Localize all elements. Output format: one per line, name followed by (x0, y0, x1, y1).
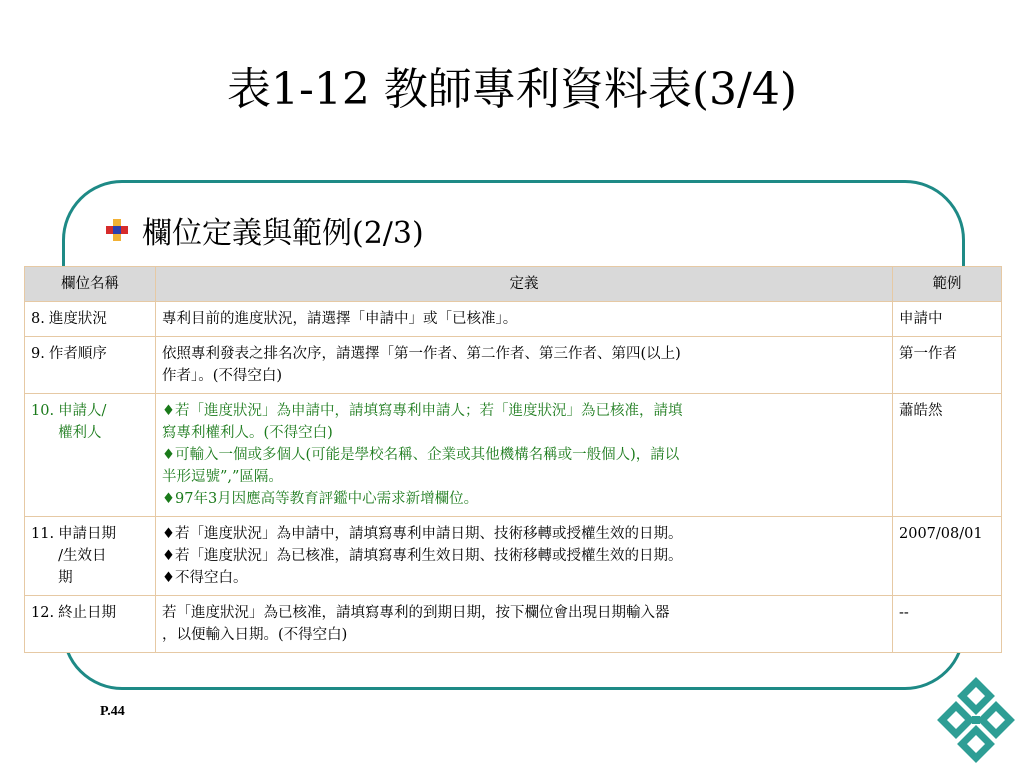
definition-line: ，以便輸入日期。(不得空白) (162, 627, 348, 643)
field-name: 進度狀況 (48, 311, 107, 327)
definition-line: ♦97年3月因應高等教育評鑑中心需求新增欄位。 (162, 491, 479, 507)
definition-line: 作者」。(不得空白) (162, 368, 283, 384)
example-cell: 申請中 (893, 302, 1002, 337)
section-heading-label: 欄位定義與範例(2/3) (142, 216, 424, 251)
page-number: P.44 (100, 704, 125, 719)
section-heading (104, 208, 424, 252)
definition-line: 依照專利發表之排名次序，請選擇「第一作者、第二作者、第三作者、第四(以上) (162, 346, 681, 362)
field-name: 權利人 (58, 425, 102, 441)
field-number: 10. (31, 403, 55, 419)
example-cell: 第一作者 (893, 337, 1002, 394)
field-number: 8. (31, 311, 45, 327)
definition-cell (156, 337, 893, 394)
table-row (25, 517, 1002, 596)
header-field-name: 欄位名稱 (25, 267, 156, 302)
field-name-cell (25, 517, 156, 596)
field-name: 申請日期 (58, 526, 117, 542)
field-name-cell (25, 337, 156, 394)
field-name: 申請人/ (58, 403, 107, 419)
table-row-highlighted (25, 394, 1002, 517)
table-row (25, 596, 1002, 653)
definition-line: 寫專利權利人。(不得空白) (162, 425, 333, 441)
field-number: 12. (31, 605, 55, 621)
field-number: 9. (31, 346, 45, 362)
example-cell: 2007/08/01 (893, 517, 1002, 596)
bullet-icon (104, 217, 130, 243)
field-name-cell (25, 394, 156, 517)
definition-line: ♦若「進度狀況」為申請中，請填寫專利申請日期、技術移轉或授權生效的日期。 (162, 526, 683, 542)
table-header-row (25, 267, 1002, 302)
field-name-cell (25, 302, 156, 337)
definition-cell (156, 517, 893, 596)
definition-cell (156, 394, 893, 517)
field-number: 11. (31, 526, 55, 542)
definition-line: 若「進度狀況」為已核准，請填寫專利的到期日期，按下欄位會出現日期輸入器 (162, 605, 670, 621)
definition-line: 半形逗號”,”區隔。 (162, 469, 283, 485)
table-row (25, 302, 1002, 337)
definition-line: ♦可輸入一個或多個人(可能是學校名稱、企業或其他機構名稱或一般個人)，請以 (162, 447, 680, 463)
definition-line: ♦若「進度狀況」為已核准，請填寫專利生效日期、技術移轉或授權生效的日期。 (162, 548, 683, 564)
slide-title: 表1-12 教師專利資料表(3/4) (227, 64, 797, 115)
field-name: 終止日期 (58, 605, 117, 621)
header-example: 範例 (893, 267, 1002, 302)
field-name-cell (25, 596, 156, 653)
header-definition: 定義 (156, 267, 893, 302)
snowflake-logo-icon (928, 672, 1024, 768)
definition-cell (156, 596, 893, 653)
field-name: /生效日 (58, 548, 107, 564)
definition-line: ♦若「進度狀況」為申請中，請填寫專利申請人；若「進度狀況」為已核准，請填 (162, 403, 683, 419)
field-name: 期 (58, 570, 73, 586)
definition-line: ♦不得空白。 (162, 570, 248, 586)
field-name: 作者順序 (48, 346, 107, 362)
example-cell: -- (893, 596, 1002, 653)
table-row (25, 337, 1002, 394)
example-cell: 蕭皓然 (893, 394, 1002, 517)
definition-table (24, 266, 1002, 653)
definition-line: 專利目前的進度狀況，請選擇「申請中」或「已核准」。 (162, 311, 518, 327)
definition-cell (156, 302, 893, 337)
